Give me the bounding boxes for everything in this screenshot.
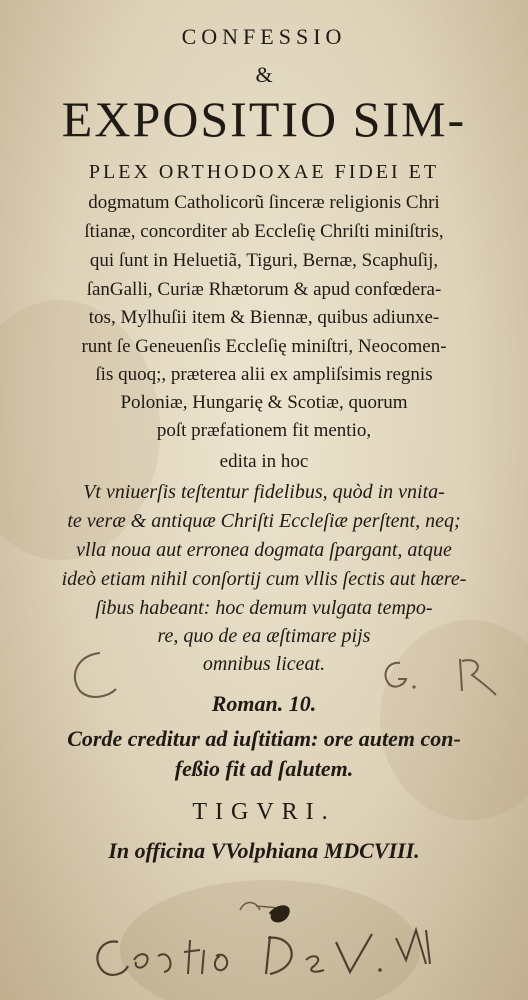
italic-line: Vt vniuerſis teſtentur fidelibus, quòd in vnita- — [83, 481, 445, 503]
motto-line: Corde creditur ad iuſtitiam: ore autem con- — [67, 726, 461, 751]
body-line: Poloniæ, Hungarię & Scotiæ, quorum — [120, 392, 408, 413]
italic-line: vlla noua aut erronea dogmata ſpargant, atque — [76, 539, 452, 561]
body-line: ſtianæ, concorditer ab Eccleſię Chriſti miniſtris, — [84, 221, 444, 242]
imprint-city: TIGVRI. — [192, 799, 336, 825]
title-confessio: CONFESSIO — [181, 24, 347, 49]
body-line: ſanGalli, Curiæ Rhætorum & apud confœdera- — [86, 279, 442, 300]
body-line: qui ſunt in Heluetiã, Tiguri, Bernæ, Scaphuſij, — [89, 250, 439, 271]
title-ampersand: & — [255, 62, 273, 87]
paper-stain — [120, 880, 420, 1000]
motto-line: feßio fit ad ſalutem. — [174, 756, 354, 781]
body-line: dogmatum Catholicorũ ſinceræ religionis Chri — [88, 192, 440, 213]
italic-line: te veræ & antiquæ Chriſti Eccleſiæ perſtent, neq; — [67, 510, 461, 532]
body-line: ſis quoq;, præterea alii ex ampliſsimis regnis — [95, 364, 433, 385]
italic-line: ideò etiam nihil conſortij cum vllis ſectis aut hære- — [61, 568, 467, 590]
title-expositio: EXPOSITIO SIM- — [61, 91, 467, 147]
edita-line: edita in hoc — [219, 451, 309, 472]
scripture-reference: Roman. 10. — [211, 691, 317, 716]
italic-line: omnibus liceat. — [202, 653, 326, 675]
italic-line: ſibus habeant: hoc demum vulgata tempo- — [95, 597, 433, 619]
paper-stain — [380, 620, 528, 820]
body-line: runt ſe Geneuenſis Eccleſię miniſtri, Neocomen- — [81, 336, 447, 357]
title-plex: PLEX ORTHODOXAE FIDEI ET — [88, 161, 440, 183]
imprint-printer: In officina VVolphiana MDCVIII. — [108, 838, 420, 863]
body-line: poſt præfationem fit mentio, — [156, 420, 372, 441]
italic-line: re, quo de ea æſtimare pijs — [157, 625, 371, 647]
body-line: tos, Mylhuſii item & Biennæ, quibus adiunxe- — [88, 307, 440, 328]
